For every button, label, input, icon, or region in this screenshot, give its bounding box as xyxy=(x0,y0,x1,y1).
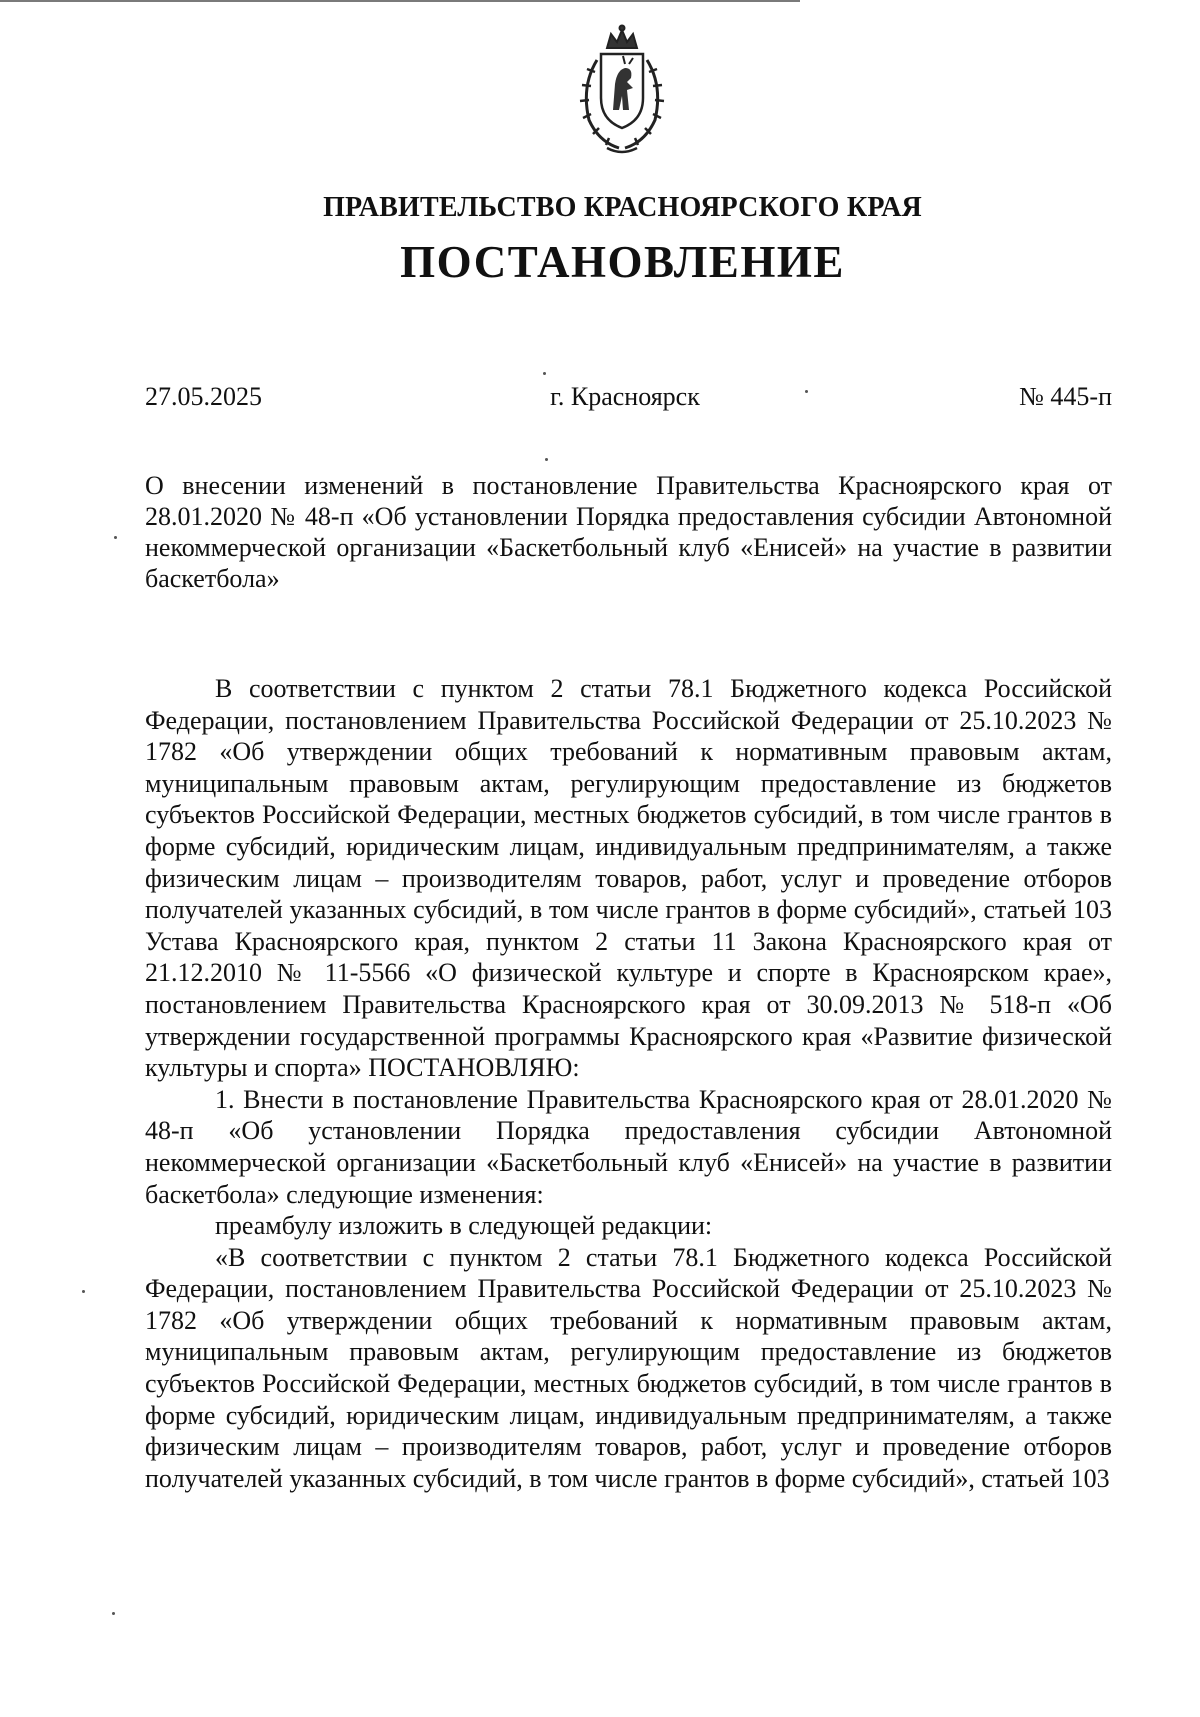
document-type-title: ПОСТАНОВЛЕНИЕ xyxy=(400,237,845,287)
body-paragraph: В соответствии с пунктом 2 статьи 78.1 Бюджетного кодекса Российской Федерации, постановлением Правительства Российской Федерации от 25.10.2023 № 1782 «Об утверждении общих требований к нормативным правовым актам, муниципальным правовым актам, регулирующим предоставление из бюджетов субъектов Российской Федерации, местных бюджетов субсидий, в том числе грантов в форме субсидий, юридическим лицам, индивидуальным предпринимателям, а также физическим лицам – производителям товаров, работ, услуг и проведение отборов получателей указанных субсидий, в том числе грантов в форме субсидий», статьей 103 Устава Красноярского края, пунктом 2 статьи 11 Закона Красноярского края от 21.12.2010 № 11-5566 «О физической культуре и спорте в Красноярском крае», постановлением Правительства Красноярского края от 30.09.2013 № 518-п «Об утверждении государственной программы Красноярского края «Развитие физической культуры и спорта» ПОСТАНОВЛЯЮ: xyxy=(145,674,1112,1083)
krasnoyarsk-coat-of-arms-icon xyxy=(567,24,677,158)
scan-speck xyxy=(112,1612,115,1615)
organization-name: ПРАВИТЕЛЬСТВО КРАСНОЯРСКОГО КРАЯ xyxy=(323,192,922,223)
document-number: № 445-п xyxy=(1019,382,1112,411)
body-paragraph: преамбулу изложить в следующей редакции: xyxy=(215,1211,713,1241)
scan-speck xyxy=(114,536,117,539)
scan-top-rule xyxy=(0,0,800,2)
scan-speck xyxy=(805,390,808,393)
document-body xyxy=(145,673,1112,1494)
body-paragraph: 1. Внести в постановление Правительства Красноярского края от 28.01.2020 № 48-п «Об установлении Порядка предоставления субсидии Автономной некоммерческой организации «Баскетбольный клуб «Енисей» на участие в развитии баскетбола» следующие изменения: xyxy=(145,1084,1112,1209)
scan-speck xyxy=(82,1290,85,1293)
scan-speck xyxy=(543,372,546,375)
document-subject: О внесении изменений в постановление Правительства Красноярского края от 28.01.2020 № 48-п «Об установлении Порядка предоставления субсидии Автономной некоммерческой организации «Баскетбольный клуб «Енисей» на участие в развитии баскетбола» xyxy=(145,471,1112,593)
document-date: 27.05.2025 xyxy=(145,382,262,411)
document-city: г. Красноярск xyxy=(550,382,700,411)
scan-speck xyxy=(545,458,548,461)
body-paragraph: «В соответствии с пунктом 2 статьи 78.1 Бюджетного кодекса Российской Федерации, постановлением Правительства Российской Федерации от 25.10.2023 № 1782 «Об утверждении общих требований к нормативным правовым актам, муниципальным правовым актам, регулирующим предоставление из бюджетов субъектов Российской Федерации, местных бюджетов субсидий, в том числе грантов в форме субсидий, юридическим лицам, индивидуальным предпринимателям, а также физическим лицам – производителям товаров, работ, услуг и проведение отборов получателей указанных субсидий, в том числе грантов в форме субсидий», статьей 103 xyxy=(145,1242,1112,1493)
